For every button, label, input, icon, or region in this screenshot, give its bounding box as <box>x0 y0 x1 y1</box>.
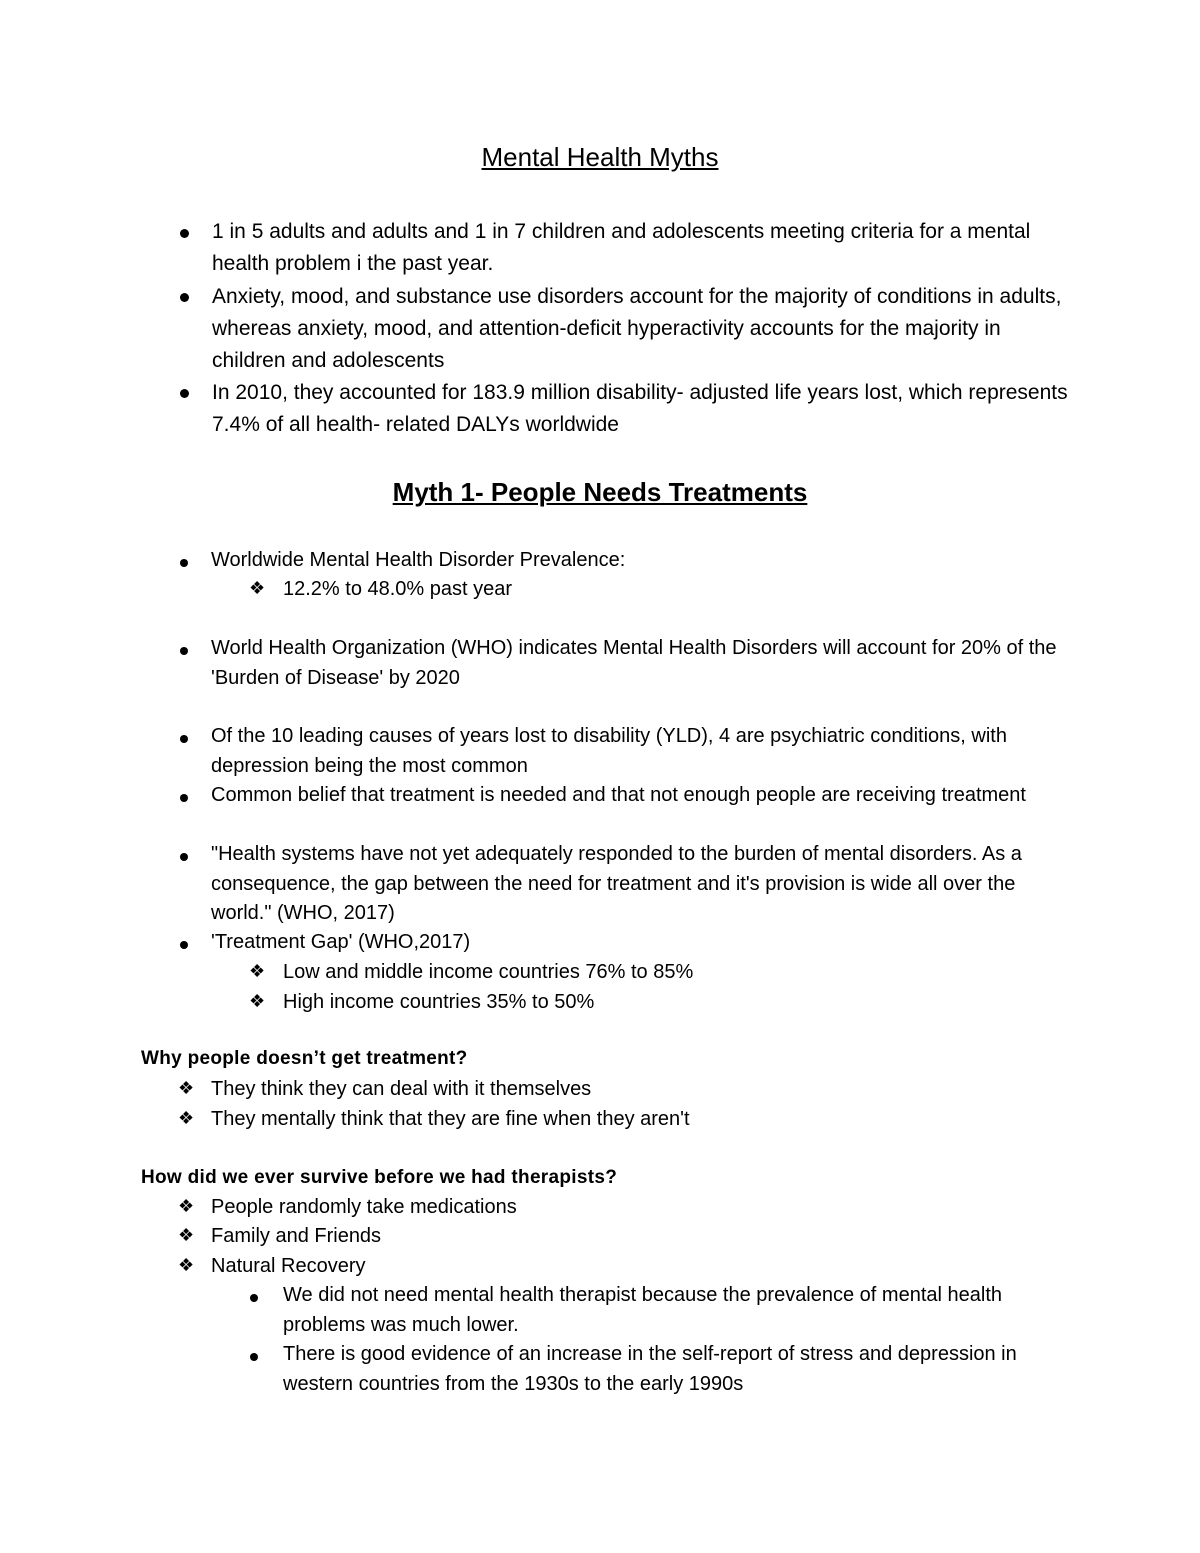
diamond-bullet-icon: ❖ <box>178 1196 195 1216</box>
why-item-2: They mentally think that they are fine when they aren't <box>211 1108 690 1130</box>
diamond-bullet-icon: ❖ <box>249 578 266 598</box>
myth1-gap-sub-1: Low and middle income countries 76% to 85% <box>283 961 694 983</box>
myth1-prevalence: Worldwide Mental Health Disorder Prevalence: <box>211 549 626 571</box>
bullet-icon <box>180 559 188 567</box>
myth1-quote: "Health systems have not yet adequately responded to the burden of mental disorders. As a consequence, the gap between the need for treatment and it's provision is wide all over the world." (WHO, 2017) <box>211 843 1022 924</box>
bullet-icon <box>180 293 189 302</box>
diamond-bullet-icon: ❖ <box>249 991 266 1011</box>
myth1-yld: Of the 10 leading causes of years lost to disability (YLD), 4 are psychiatric conditions, with depression being the most common <box>211 725 1007 777</box>
myth1-gap: 'Treatment Gap' (WHO,2017) <box>211 931 471 953</box>
bullet-icon <box>250 1353 258 1361</box>
page-title: Mental Health Myths <box>481 142 719 172</box>
bullet-icon <box>180 941 188 949</box>
survive-item-2: Family and Friends <box>211 1225 382 1247</box>
diamond-bullet-icon: ❖ <box>178 1225 195 1245</box>
survive-item-1: People randomly take medications <box>211 1196 517 1218</box>
why-item-1: They think they can deal with it themselves <box>211 1078 592 1100</box>
myth1-gap-sub-2: High income countries 35% to 50% <box>283 991 595 1013</box>
intro-bullet-1: 1 in 5 adults and adults and 1 in 7 children and adolescents meeting criteria for a mental health problem i the past year. <box>212 220 1031 275</box>
intro-bullet-2: Anxiety, mood, and substance use disorders account for the majority of conditions in adults, whereas anxiety, mood, and attention-deficit hyperactivity accounts for the majority in children and adolescents <box>212 285 1062 372</box>
bullet-icon <box>180 647 188 655</box>
diamond-bullet-icon: ❖ <box>178 1255 195 1275</box>
survive-sub-2: There is good evidence of an increase in the self-report of stress and depression in western countries from the 1930s to the early 1990s <box>283 1343 1017 1395</box>
bullet-icon <box>180 229 189 238</box>
diamond-bullet-icon: ❖ <box>249 961 266 981</box>
survive-sub-1: We did not need mental health therapist because the prevalence of mental health problems was much lower. <box>283 1284 1002 1336</box>
bullet-icon <box>180 794 188 802</box>
why-heading: Why people doesn’t get treatment? <box>141 1048 468 1069</box>
intro-bullet-3: In 2010, they accounted for 183.9 million disability- adjusted life years lost, which represents 7.4% of all health- related DALYs worldwide <box>212 381 1068 436</box>
bullet-icon <box>250 1294 258 1302</box>
survive-heading: How did we ever survive before we had therapists? <box>141 1167 618 1188</box>
myth1-who: World Health Organization (WHO) indicates Mental Health Disorders will account for 20% of the 'Burden of Disease' by 2020 <box>211 637 1057 689</box>
diamond-bullet-icon: ❖ <box>178 1108 195 1128</box>
myth1-title: Myth 1- People Needs Treatments <box>392 477 808 507</box>
survive-item-3: Natural Recovery <box>211 1255 366 1277</box>
myth1-prevalence-sub: 12.2% to 48.0% past year <box>283 578 513 600</box>
myth1-belief: Common belief that treatment is needed and that not enough people are receiving treatment <box>211 784 1026 806</box>
bullet-icon <box>180 853 188 861</box>
bullet-icon <box>180 735 188 743</box>
diamond-bullet-icon: ❖ <box>178 1078 195 1098</box>
bullet-icon <box>180 389 189 398</box>
